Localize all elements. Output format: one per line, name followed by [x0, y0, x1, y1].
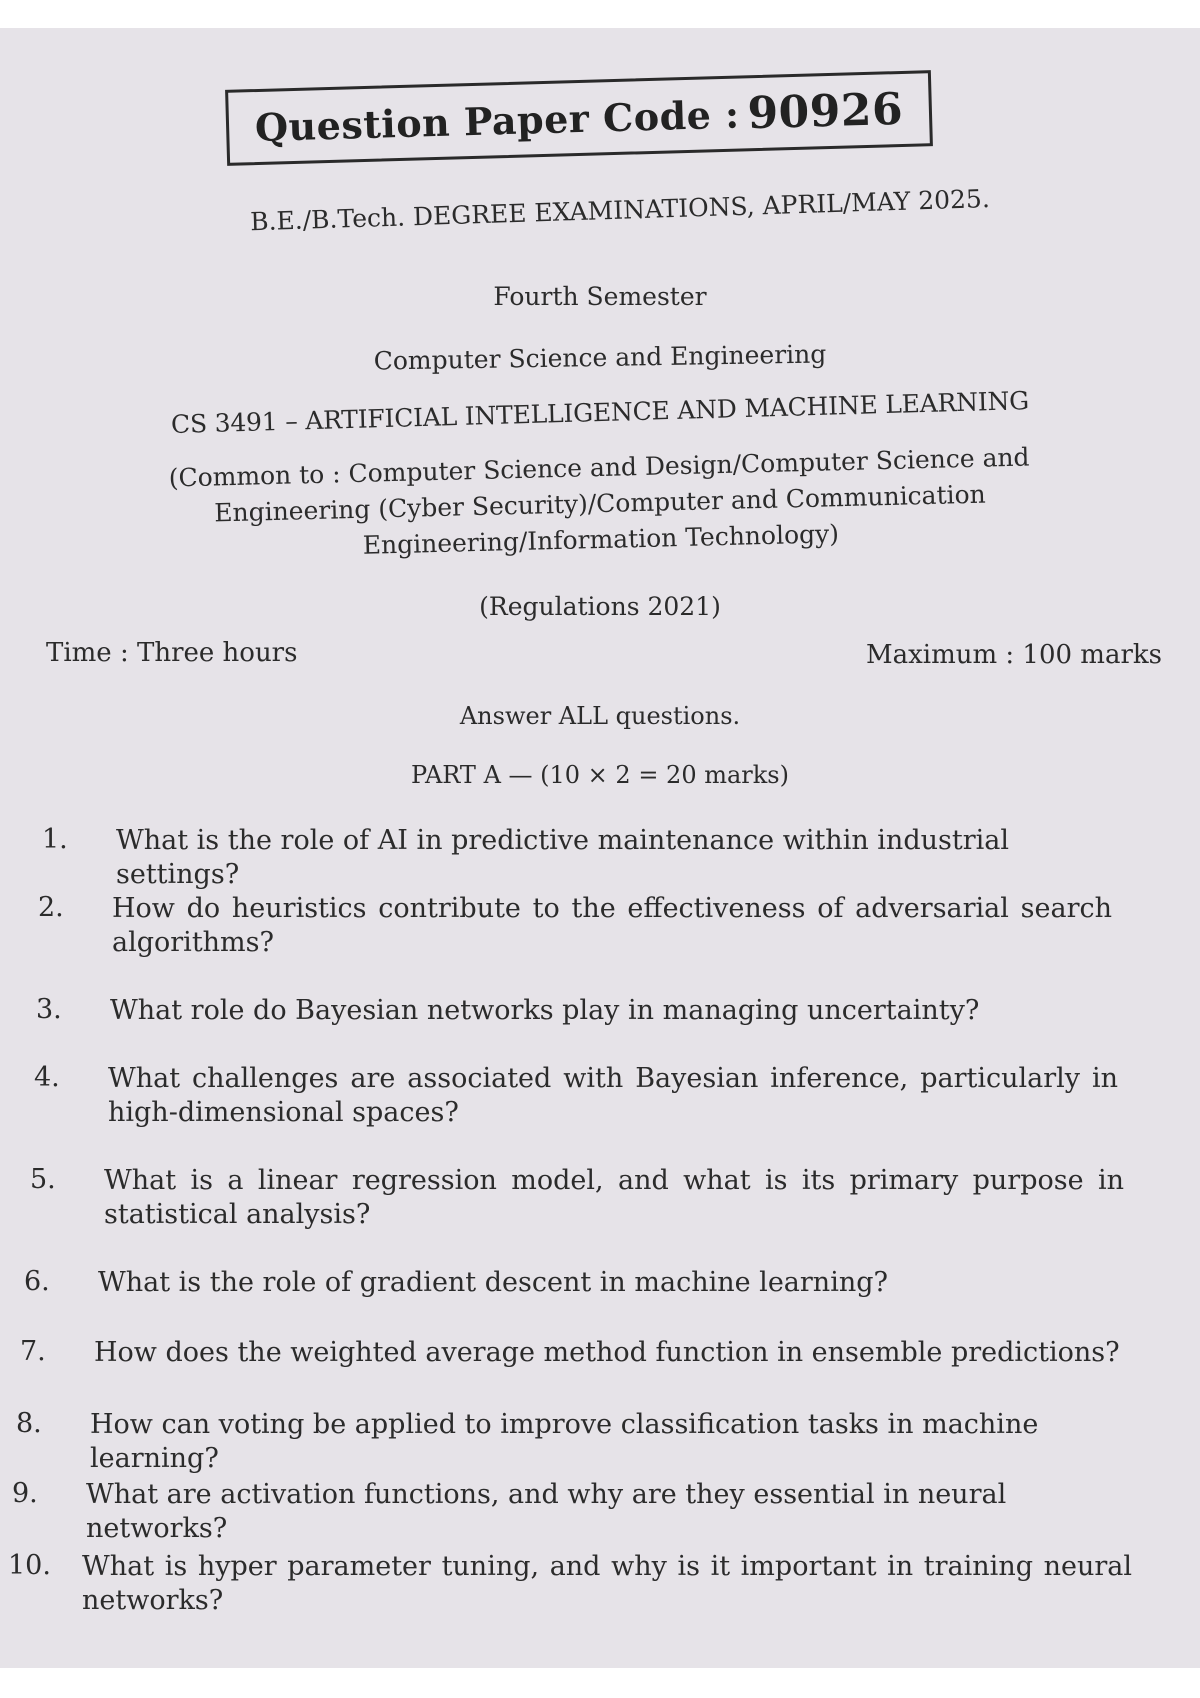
exam-duration: Time : Three hours	[46, 638, 298, 668]
department: Computer Science and Engineering	[373, 339, 827, 376]
question-number: 10.	[8, 1550, 51, 1581]
question-number: 8.	[16, 1408, 42, 1439]
common-to-line-3: Engineering/Information Technology)	[362, 519, 840, 560]
question-number: 3.	[36, 994, 62, 1025]
question-text: What is a linear regression model, and what is its primary purpose in statistical analysis?	[104, 1165, 1124, 1230]
question-number: 5.	[30, 1164, 56, 1195]
question-text: How can voting be applied to improve classification tasks in machine learning?	[90, 1409, 1039, 1474]
question-number: 9.	[12, 1478, 38, 1509]
semester: Fourth Semester	[493, 282, 707, 311]
question-number: 6.	[24, 1266, 50, 1297]
maximum-marks: Maximum : 100 marks	[865, 640, 1162, 670]
part-a-heading: PART A — (10 × 2 = 20 marks)	[411, 761, 789, 789]
regulations: (Regulations 2021)	[479, 592, 721, 621]
question-paper-code-label: Question Paper Code :	[254, 91, 741, 150]
question-number: 2.	[38, 892, 64, 923]
question-text: What is the role of AI in predictive maintenance within industrial settings?	[116, 825, 1009, 890]
question-text: What are activation functions, and why are they essential in neural networks?	[86, 1479, 1007, 1544]
question-number: 4.	[34, 1062, 60, 1093]
question-text: What challenges are associated with Bayesian inference, particularly in high-dimensional spaces?	[108, 1063, 1118, 1128]
question-number: 1.	[42, 824, 68, 855]
question-text: What role do Bayesian networks play in managing uncertainty?	[110, 995, 980, 1026]
common-to-line-2: Engineering (Cyber Security)/Computer and Communication	[213, 479, 987, 528]
course-title: CS 3491 – ARTIFICIAL INTELLIGENCE AND MACHINE LEARNING	[170, 386, 1030, 439]
exam-title: B.E./B.Tech. DEGREE EXAMINATIONS, APRIL/MAY 2025.	[249, 184, 991, 237]
question-text: How does the weighted average method function in ensemble predictions?	[94, 1337, 1120, 1368]
common-to-line-1: (Common to : Computer Science and Design/Computer Science and	[168, 442, 1030, 493]
instruction: Answer ALL questions.	[459, 702, 741, 730]
question-number: 7.	[20, 1336, 46, 1367]
question-paper-code-value: 90926	[746, 83, 904, 139]
question-text: How do heuristics contribute to the effectiveness of adversarial search algorithms?	[112, 893, 1112, 958]
question-text: What is hyper parameter tuning, and why is it important in training neural networks?	[82, 1551, 1132, 1616]
question-text: What is the role of gradient descent in machine learning?	[98, 1267, 888, 1298]
